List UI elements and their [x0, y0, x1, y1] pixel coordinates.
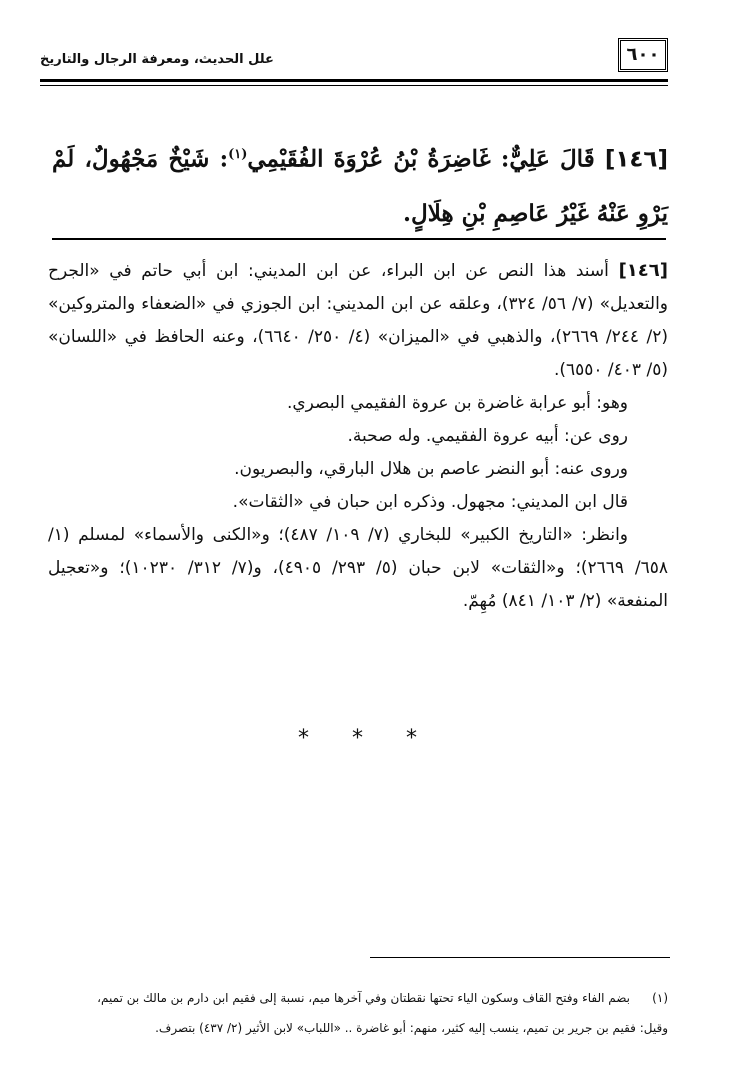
commentary-paragraph-text: أسند هذا النص عن ابن البراء، عن ابن المديني: ابن أبي حاتم في «الجرح والتعديل» (٧/ ٥٦/ ٣٢٤)، وعلقه عن ابن المديني: ابن الجوزي في «الضعفاء والمتروكين» (٢/ ٢٤٤/ ٢٦٦٩)، والذهبي في «الميزان» (٤/ ٢٥٠/ ٦٦٤٠)، وعنه الحافظ في «اللسان» (٥/ ٤٠٣/ ٦٥٥٠).	[48, 261, 669, 380]
line-narrates-from: روى عن: أبيه عروة الفقيمي. وله صحبة.	[347, 426, 628, 446]
statement-text-after: : شَيْخٌ مَجْهُولٌ، لَمْ يَرْوِ عَنْهُ غَيْرُ عَاصِمِ بْنِ هِلَالٍ.	[52, 145, 668, 227]
statement-text-before: قَالَ عَلِيٌّ: غَاضِرَةُ بْنُ عُرْوَةَ الفُقَيْمِي	[247, 145, 595, 173]
footnotes	[40, 983, 668, 1043]
footnote-reference[interactable]: (١)	[228, 147, 248, 162]
line-narrated-by: وروى عنه: أبو النضر عاصم بن هلال البارقي، والبصريون.	[234, 459, 628, 479]
page-number: ٦٠٠	[618, 38, 668, 72]
statement-number: [١٤٦]	[604, 146, 668, 173]
statement-separator	[52, 238, 666, 240]
main-statement	[52, 128, 668, 241]
header-rule-thick	[40, 79, 668, 82]
footnote-line	[40, 983, 668, 1013]
line-ibn-madini: قال ابن المديني: مجهول. وذكره ابن حبان في «الثقات».	[232, 492, 628, 512]
commentary-paragraph	[48, 254, 668, 387]
section-separator-stars: * * *	[298, 726, 435, 751]
footnote-text-line1: بضم الفاء وفتح القاف وسكون الياء تحتها نقطتان وفي آخرها ميم، نسبة إلى فقيم ابن دارم بن مالك بن تميم،	[97, 991, 630, 1005]
footnote-marker: (١)	[652, 991, 668, 1005]
line-who: وهو: أبو عرابة غاضرة بن عروة الفقيمي البصري.	[286, 393, 628, 413]
header-rule-thin	[40, 85, 668, 86]
footnote-rule	[370, 957, 670, 958]
footnote-line	[40, 1013, 668, 1043]
page-header	[40, 38, 668, 80]
running-title: علل الحديث، ومعرفة الرجال والتاريخ	[40, 52, 274, 67]
footnote-text-line2: وقيل: فقيم بن جرير بن تميم، ينسب إليه كثير، منهم: أبو غاضرة .. «اللباب» لابن الأثير (٢/ ٤٣٧) بتصرف.	[155, 1021, 668, 1035]
commentary	[48, 254, 668, 618]
commentary-number: [١٤٦]	[618, 260, 668, 281]
line-see-also: وانظر: «التاريخ الكبير» للبخاري (٧/ ١٠٩/ ٤٨٧)؛ و«الكنى والأسماء» لمسلم (١/ ٦٥٨/ ٢٦٦٩)؛ و«الثقات» لابن حبان (٥/ ٢٩٣/ ٤٩٠٥)، و(٧/ ٣١٢/ ١٠٢٣٠)؛ و«تعجيل المنفعة» (٢/ ١٠٣/ ٨٤١) مُهِمّ.	[48, 525, 669, 611]
